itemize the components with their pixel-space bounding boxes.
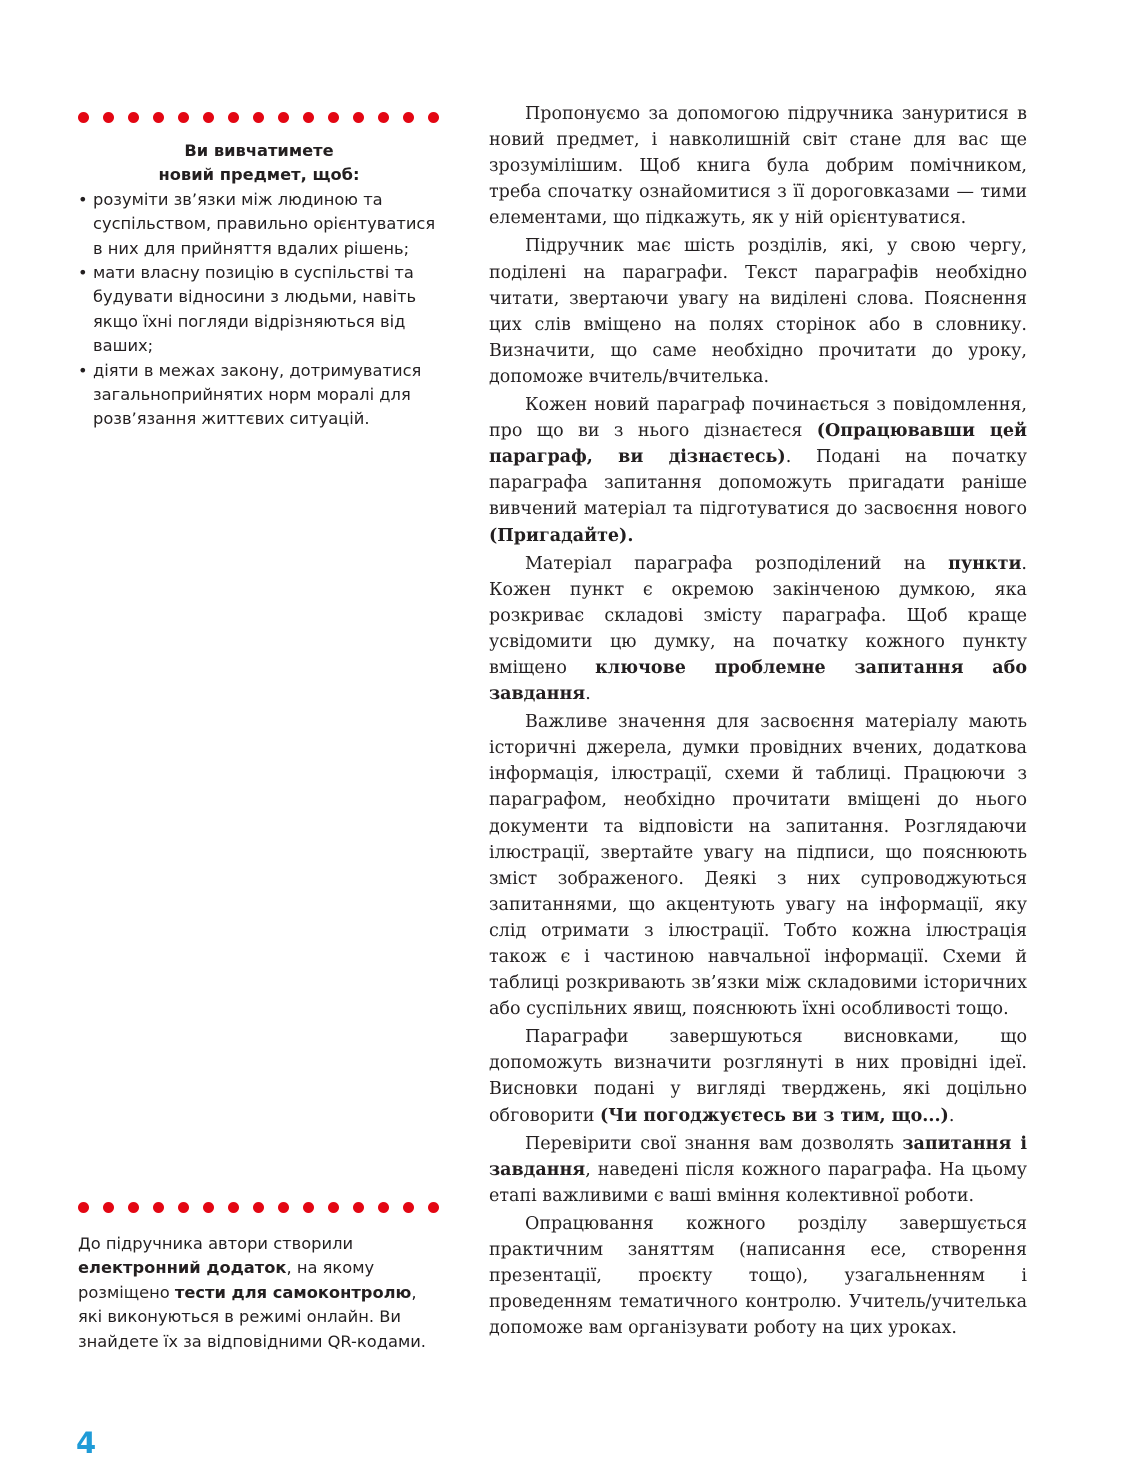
- learning-goals-box: [78, 139, 440, 432]
- dot: [228, 112, 239, 123]
- learning-goals-list: [78, 188, 440, 432]
- dot: [103, 1202, 114, 1213]
- dot: [78, 1202, 89, 1213]
- decorative-dots-top: [78, 110, 440, 126]
- paragraph-4: Матеріал параграфа розподілений на пункти. Кожен пункт є окремою закінченою думкою, яка розкриває складові змісту параграфа. Щоб краще усвідомити цю думку, на початку кожного пункту вміщено ключове проблемне запитання або завдання.: [489, 553, 1027, 705]
- dot: [128, 112, 139, 123]
- paragraph-3: Кожен новий параграф починається з повідомлення, про що ви з нього дізнаєтеся (Опрацювавши цей параграф, ви дізнаєтесь). Подані на початку параграфа запитання допоможуть пригадати раніше вивчений матеріал та підготуватися до засвоєння нового (Пригадайте).: [489, 395, 1028, 546]
- dot: [303, 112, 314, 123]
- dot: [278, 1202, 289, 1213]
- dot: [203, 112, 214, 123]
- dot: [253, 1202, 264, 1213]
- dot: [353, 112, 364, 123]
- electronic-supplement-note: До підручника автори створили електронний додаток, на якому розміщено тести для самоконтролю, які виконуються в режимі онлайн. Ви знайдете їх за відповідними QR-кодами.: [78, 1234, 426, 1351]
- paragraph-8: Опрацювання кожного розділу завершується практичним заняттям (написання есе, створення презентації, проєкту тощо), узагальненням і проведенням тематичного контролю. Учитель/учителька допоможе вам організувати роботу на цих уроках.: [489, 1213, 1027, 1339]
- paragraph-1: Пропонуємо за допомогою підручника зануритися в новий предмет, і навколишній світ стане для вас ще зрозумілішим. Щоб книга була добрим помічником, треба спочатку ознайомитися з її дороговказами — тими елементами, що підкажуть, як у ній орієнтуватися.: [489, 104, 1027, 229]
- dot: [428, 112, 439, 123]
- dot: [403, 112, 414, 123]
- paragraph-6: Параграфи завершуються висновками, що допоможуть визначити розглянуті в них провідні ідеї. Висновки подані у вигляді тверджень, які доцільно обговорити (Чи погоджуєтесь ви з тим, що...).: [489, 1027, 1027, 1126]
- list-item: • мати власну позицію в суспільстві та будувати відносини з людьми, навіть якщо їхні погляди відрізняються від ваших;: [78, 261, 440, 359]
- page-number: 4: [76, 1426, 97, 1460]
- dot: [128, 1202, 139, 1213]
- list-item: • розуміти зв’язки між людиною та суспільством, правильно орієнтуватися в них для прийняття вдалих рішень;: [78, 188, 440, 261]
- dot: [428, 1202, 439, 1213]
- decorative-dots-bottom: [78, 1200, 440, 1216]
- dot: [378, 112, 389, 123]
- dot: [178, 112, 189, 123]
- main-text: [489, 101, 1027, 1343]
- dot: [303, 1202, 314, 1213]
- paragraph-7: Перевірити свої знання вам дозволять запитання і завдання, наведені після кожного параграфа. На цьому етапі важливими є ваші вміння колективної роботи.: [489, 1133, 1027, 1206]
- learning-goals-title: Ви вивчатимете новий предмет, щоб:: [158, 141, 360, 185]
- dot: [378, 1202, 389, 1213]
- dot: [153, 112, 164, 123]
- dot: [278, 112, 289, 123]
- list-item: • діяти в межах закону, дотримуватися загальноприйнятих норм моралі для розв’язання життєвих ситуацій.: [78, 359, 440, 432]
- dot: [328, 112, 339, 123]
- dot: [178, 1202, 189, 1213]
- dot: [78, 112, 89, 123]
- dot: [203, 1202, 214, 1213]
- dot: [253, 112, 264, 123]
- paragraph-2: Підручник має шість розділів, які, у свою чергу, поділені на параграфи. Текст параграфів необхідно читати, звертаючи увагу на виділені слова. Пояснення цих слів вміщено на полях сторінок або в словнику. Визначити, що саме необхідно прочитати до уроку, допоможе вчитель/вчителька.: [489, 236, 1027, 387]
- dot: [153, 1202, 164, 1213]
- paragraph-5: Важливе значення для засвоєння матеріалу мають історичні джерела, думки провідних вчених, додаткова інформація, ілюстрації, схеми й таблиці. Працюючи з параграфом, необхідно прочитати вміщені до нього документи та відповісти на запитання. Розглядаючи ілюстрації, звертайте увагу на підписи, що пояснюють зміст зображеного. Деякі з них супроводжуються запитаннями, що акцентують увагу на інформації, яку слід отримати з ілюстрації. Тобто кожна ілюстрація також є і частиною навчальної інформації. Схеми й таблиці розкривають зв’язки між складовими історичних або суспільних явищ, пояснюють їхні особливості тощо.: [489, 712, 1027, 1020]
- dot: [228, 1202, 239, 1213]
- dot: [328, 1202, 339, 1213]
- dot: [353, 1202, 364, 1213]
- dot: [103, 112, 114, 123]
- dot: [403, 1202, 414, 1213]
